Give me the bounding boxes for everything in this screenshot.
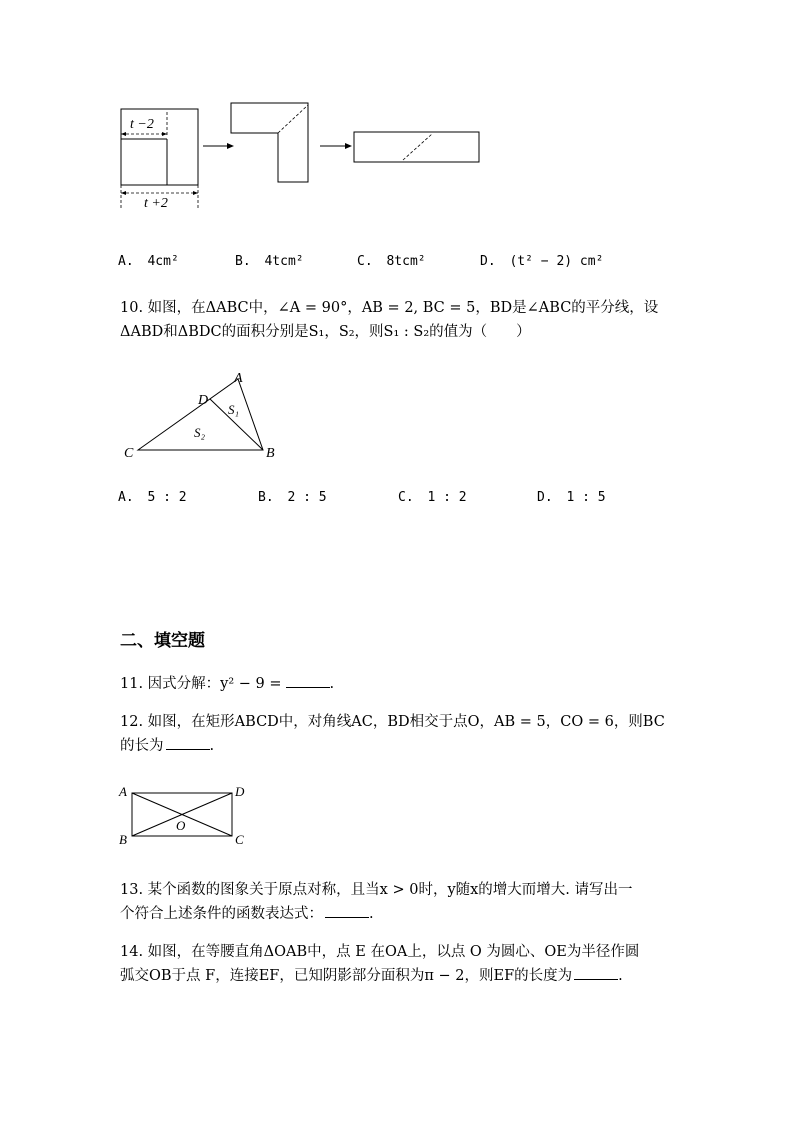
vertex-d: D	[235, 784, 245, 799]
q9-option-c[interactable]: C. 8tcm²	[357, 254, 426, 269]
q12-answer-blank[interactable]	[166, 735, 210, 750]
figure-q9	[110, 100, 490, 212]
q13-answer-blank[interactable]	[325, 903, 369, 918]
q12-stem-line1: 12. 如图，在矩形ABCD中，对角线AC，BD相交于点O，AB = 5，CO = 6，则BC	[120, 714, 665, 730]
q14-stem-line1: 14. 如图，在等腰直角ΔOAB中，点 E 在OA上，以点 O 为圆心、OE为半径作圆	[120, 944, 640, 960]
vertex-c: C	[124, 446, 134, 461]
q13-stem-line2: 个符合上述条件的函数表达式： .	[120, 903, 374, 925]
vertex-b: B	[266, 446, 275, 461]
q11: 11. 因式分解：y² − 9 = .	[120, 673, 334, 695]
area-s1: S₁	[228, 402, 240, 417]
center-o: O	[176, 818, 186, 833]
q11-answer-blank[interactable]	[286, 673, 330, 688]
q13-stem-line1: 13. 某个函数的图象关于原点对称，且当x > 0时，y随x的增大而增大. 请写出一	[120, 882, 633, 898]
q10-option-d[interactable]: D. 1 : 5	[537, 490, 606, 505]
q10-option-b[interactable]: B. 2 : 5	[258, 490, 327, 505]
figure-q10	[118, 365, 288, 465]
vertex-a: A	[234, 371, 243, 386]
q9-option-d[interactable]: D. (t² − 2) cm²	[480, 254, 604, 269]
q10-option-c[interactable]: C. 1 : 2	[398, 490, 467, 505]
vertex-a: A	[119, 784, 127, 799]
q14-stem-line2: 弧交OB于点 F，连接EF，已知阴影部分面积为π − 2，则EF的长度为 .	[120, 965, 623, 987]
label-t-minus-2: t −2	[130, 117, 154, 132]
q10-stem-line2: ΔABD和ΔBDC的面积分别是S₁，S₂，则S₁ : S₂的值为（ ）	[120, 324, 531, 340]
section-heading: 二、填空题	[120, 631, 205, 651]
vertex-c: C	[235, 832, 244, 847]
area-s2: S₂	[194, 425, 206, 440]
q9-option-a[interactable]: A. 4cm²	[118, 254, 179, 269]
vertex-b: B	[119, 832, 127, 847]
figure-q12	[115, 780, 255, 850]
q10-option-a[interactable]: A. 5 : 2	[118, 490, 187, 505]
l-shape	[231, 103, 308, 182]
long-rectangle	[354, 132, 479, 162]
q10-stem-line1: 10. 如图，在ΔABC中，∠A = 90°，AB = 2, BC = 5，BD是∠ABC的平分线，设	[120, 300, 659, 316]
point-d: D	[198, 393, 209, 408]
q9-option-b[interactable]: B. 4tcm²	[235, 254, 304, 269]
label-t-plus-2: t +2	[144, 196, 168, 211]
q14-answer-blank[interactable]	[574, 965, 618, 980]
q12-stem-line2: 的长为 .	[120, 735, 214, 757]
